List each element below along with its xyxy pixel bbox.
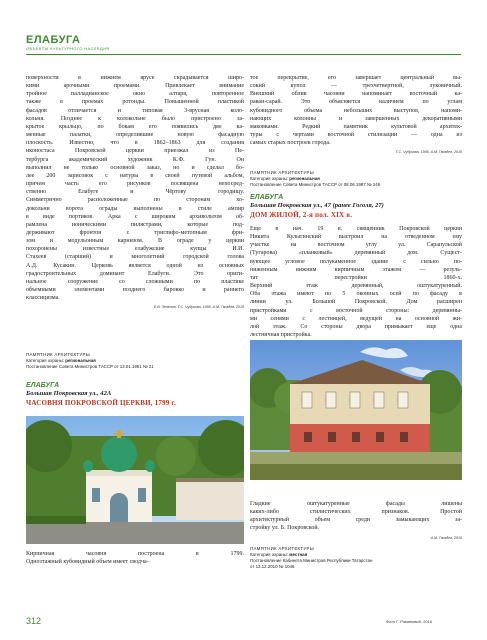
text-line: поверхности в нижнем ярусе скрадывается широ- <box>26 75 244 81</box>
section-heading: ЧАСОВНЯ ПОКРОВСКОЙ ЦЕРКВИ, 1799 г. <box>26 399 176 407</box>
text-line: крытое крыльцо, по бокам его появились две ка- <box>26 123 244 130</box>
chapel-text <box>26 550 244 566</box>
text-line: градостроительных доминант Елабуги. Это ориги- <box>26 270 244 277</box>
text-line: Гладкие оштукатуренные фасады лишены <box>250 501 462 507</box>
section-region: ЕЛАБУГА <box>26 382 60 389</box>
monument-category-title: ПАМЯТНИК АРХИТЕКТУРЫ <box>250 546 314 551</box>
section-address: Большая Покровская ул., 42А <box>26 390 112 397</box>
text-line: фасадов отличается и типовая 3-ярусная коло- <box>26 107 244 114</box>
text-line: выполнил не только основной заказ, но и сделал бо- <box>26 164 244 171</box>
text-line: ми сенями с лестницей, ведущей на основной жи- <box>250 315 462 322</box>
decree-line: от 13.12.2010 № 1046 <box>250 564 295 569</box>
text-line: А.Д. Кусакин. Церковь является одной из основных <box>26 262 244 269</box>
text-line: кими арочными проемами. Привлекает внимание <box>26 83 244 90</box>
text-line: Симметрично расположенные по сторонам хо- <box>26 197 244 204</box>
text-line: каких-либо стилистических признаков. Простой <box>250 509 462 516</box>
decree: Постановление Совета Министров ТАССР от 08.06.1987 № 246 <box>250 182 381 187</box>
text-line: также в проемах ротонды. Повышенной пластикой <box>26 99 244 106</box>
text-line: туры с чертами восточной стилизации — одна из <box>250 132 462 139</box>
text-line: раван-сарай. Это объясняется наличием по углам <box>250 99 462 106</box>
decree-line: Постановление Кабинета Министров Республики Татарстан <box>250 558 373 563</box>
chapel-section <box>26 382 244 407</box>
monument-info-right-top <box>250 170 462 188</box>
right-column-text <box>250 74 462 154</box>
house-section <box>250 194 462 339</box>
section-subtitle: ОБЪЕКТЫ КУЛЬТУРНОГО НАСЛЕДИЯ <box>26 46 110 51</box>
right-bottom-text <box>250 500 462 540</box>
section-title: ЕЛАБУГА <box>26 34 81 46</box>
text-line: зом и модульонным карнизом. В ограде у церкви <box>26 238 244 245</box>
text-line: самых старых построек города. <box>250 140 331 147</box>
text-line: маковками. Редкий памятник культовой архитек- <box>250 123 462 130</box>
protection-category: Категория охраны: региональная <box>250 176 320 181</box>
section-address: Большая Покровская ул., 47 (ранее Гоголя, 27) <box>250 202 384 209</box>
house-photo <box>250 340 462 480</box>
section-region: ЕЛАБУГА <box>250 194 284 201</box>
monument-info-right-bottom <box>250 546 462 570</box>
text-line: держивают фронтон с триглифо-метопным фри- <box>26 229 244 236</box>
photo-credit: Фото Г. Романовой, 2016 <box>386 619 432 624</box>
text-line: докольни ворота ограды выполнены в стиле ампир <box>26 205 244 212</box>
text-line: плоскость. Известно, что в 1862–1863 для создания <box>26 140 244 147</box>
text-line: стройку ул. Б. Покровской. <box>250 525 320 532</box>
text-line: Никита Кулыгинский выстроил на отведенном ему <box>250 234 462 241</box>
chapel-photo <box>26 416 244 544</box>
protection-category: Категория охраны: местная <box>250 552 308 557</box>
text-line: архитектурный объем среди замыкающих за- <box>250 517 462 524</box>
text-line: иконостаса Покровской церкви приезжал из Пе- <box>26 148 244 155</box>
text-line: лой этаж. Со стороны двора примыкает еще одна <box>250 323 462 330</box>
text-line: Оба этажа имеют по 5 оконных осей по фасаду в <box>250 291 462 298</box>
text-line: объемными элементами позднего барокко и раннего <box>26 287 244 294</box>
monument-category-title: ПАМЯТНИК АРХИТЕКТУРЫ <box>26 352 90 357</box>
text-line: менные палатки, определившие новую фасадную <box>26 132 244 139</box>
text-line: тат перестройки 1860-х. <box>250 274 462 281</box>
section-heading: ДОМ ЖИЛОЙ, 2-я пол. XIX в. <box>250 211 353 219</box>
text-line: Верхний этаж деревянный, оштукатуренный. <box>250 283 462 290</box>
monument-category-title: ПАМЯТНИК АРХИТЕКТУРЫ <box>250 170 314 175</box>
left-column-text <box>26 74 244 309</box>
text-line: нальное сооружение со сложными по пластике <box>26 278 244 285</box>
text-line: Еще в нач. 19 в. священник Покровской церкви <box>250 226 462 232</box>
page-number: 312 <box>26 616 42 626</box>
monument-info-left <box>26 352 244 370</box>
author-credit: А.М. Гвоздев, 2015 <box>430 535 462 540</box>
text-line: ниженным нижним кирпичным этажом — резуль- <box>250 266 462 273</box>
text-line: в виде портиков. Арка с широким архивольтом об- <box>26 213 244 220</box>
author-credit: Е.В. Зеленов, Т.С. Чубукова, 1995, А.М. Гвоздев, 2016 <box>153 305 244 310</box>
text-line: кубовидного объема небольших выступов, напоми- <box>250 107 462 114</box>
text-line: Кирпичная часовня построена в 1799. <box>26 551 244 557</box>
text-line: причем часть его рисунков посвящена непосред- <box>26 181 244 188</box>
text-line: Внешний облик часовни напоминает восточный ка- <box>250 91 462 98</box>
text-line: лее 200 зарисовок с натуры в своей путевой альбом, <box>26 172 244 179</box>
text-line: вующее угловое полукаменное здание с сильно по- <box>250 258 462 265</box>
text-line: кольня. Позднее к колокольне было пристроено за- <box>26 115 244 122</box>
text-line: лестничная пристройка. <box>250 332 312 339</box>
text-line: Однозтажный кубовидный объем имеет сводча- <box>26 559 149 566</box>
text-line: нающих колонны и завершенных декоративными <box>250 115 462 122</box>
text-line: сокий купол — трехчетвертной, луковичный. <box>250 83 462 90</box>
protection-category: Категория охраны: региональная <box>26 358 96 363</box>
text-line: ственно Елабуге и Чёртову городищу. <box>26 189 244 196</box>
text-line: (Тугарова) «планковый» деревянный дом. Сущест- <box>250 250 462 257</box>
text-line: тройное палладианское окно алтаря, повторенное <box>26 91 244 98</box>
text-line: классицизма. <box>26 295 60 302</box>
text-line: рамлена ионическими пилястрами, которые под- <box>26 221 244 228</box>
text-line: участке на восточном углу ул. Сарапульской <box>250 242 462 249</box>
decree: Постановление Совета Министров ТАССР от 13.01.1961 № 21 <box>26 364 154 369</box>
text-line: тое перекрытие, его завершает центральный вы- <box>250 75 462 81</box>
text-line: линии ул. Большой Покровской. Дом расширен <box>250 299 462 306</box>
author-credit: Т.С. Чубукова, 1995, А.М. Гвоздев, 2016 <box>395 150 462 155</box>
text-line: пристройками с восточной стороны: деревянны- <box>250 307 462 314</box>
text-line: Стахеев (старший) и многолетний городской голова <box>26 254 244 261</box>
text-line: похоронены известные елабужские купцы И.И. <box>26 246 244 253</box>
header-rule <box>26 54 461 55</box>
text-line: тербурга академический художник К.Ф. Гун. Он <box>26 156 244 163</box>
